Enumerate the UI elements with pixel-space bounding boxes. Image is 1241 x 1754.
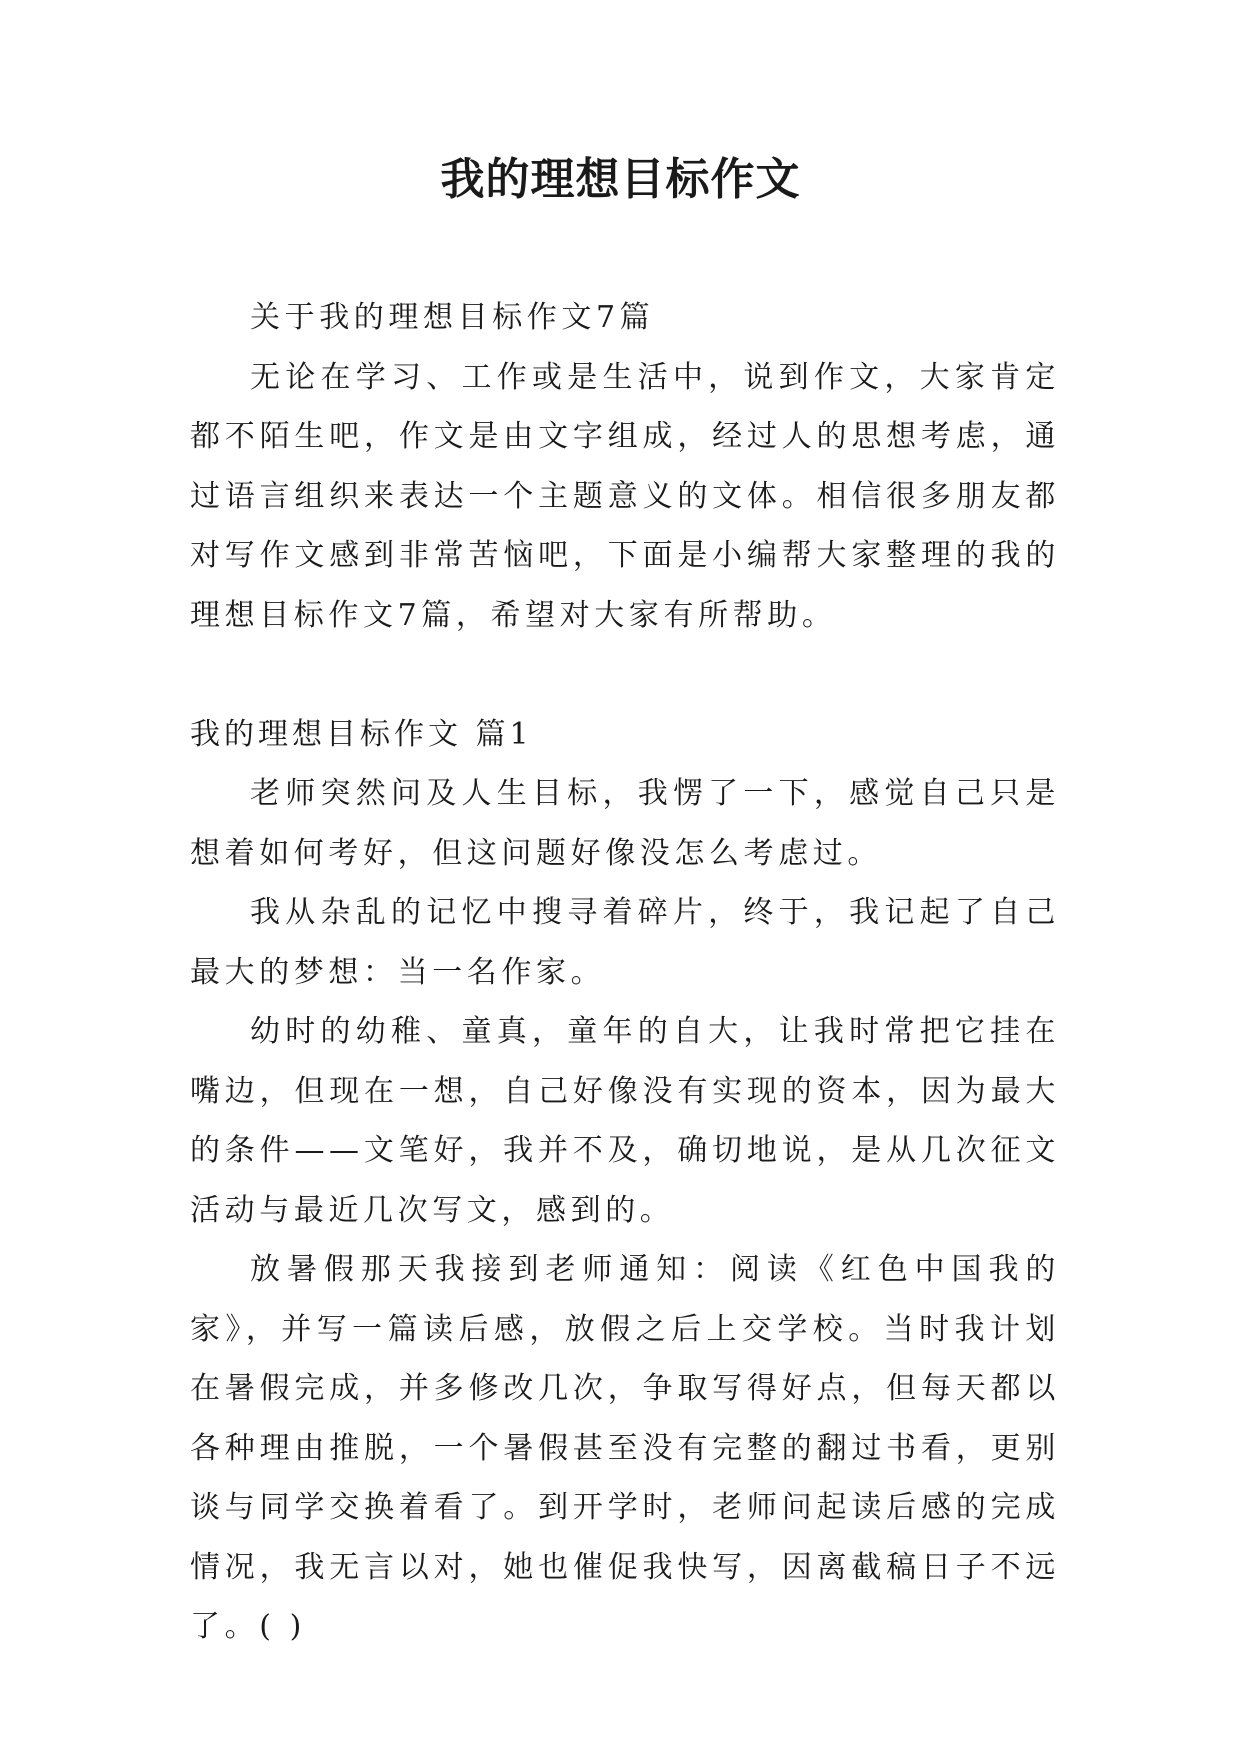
- section-paragraph: 幼时的幼稚、童真，童年的自大，让我时常把它挂在嘴边，但现在一想，自己好像没有实现的资本，因为最大的条件——文笔好，我并不及，确切地说，是从几次征文活动与最近几次写文，感到的。: [190, 1014, 1060, 1228]
- section-heading: 我的理想目标作文 篇1: [190, 716, 533, 752]
- intro-paragraph: 无论在学习、工作或是生活中，说到作文，大家肯定都不陌生吧，作文是由文字组成，经过人的思想考虑，通过语言组织来表达一个主题意义的文体。相信很多朋友都对写作文感到非常苦恼吧，下面是小编帮大家整理的我的理想目标作文7篇，希望对大家有所帮助。: [190, 359, 1060, 633]
- section-paragraph: 老师突然问及人生目标，我愣了一下，感觉自己只是想着如何考好，但这问题好像没怎么考虑过。: [190, 776, 1060, 871]
- document-body: [190, 288, 1060, 1657]
- section-paragraph: 放暑假那天我接到老师通知：阅读《红色中国我的家》，并写一篇读后感，放假之后上交学校。当时我计划在暑假完成，并多修改几次，争取写得好点，但每天都以各种理由推脱，一个暑假甚至没有完整的翻过书看，更别谈与同学交换着看了。到开学时，老师问起读后感的完成情况，我无言以对，她也催促我快写，因离截稿日子不远了。( ): [190, 1252, 1060, 1644]
- intro-line: 关于我的理想目标作文7篇: [250, 300, 655, 335]
- section-paragraph: 我从杂乱的记忆中搜寻着碎片，终于，我记起了自己最大的梦想：当一名作家。: [190, 895, 1060, 990]
- document-title: 我的理想目标作文: [440, 154, 801, 205]
- paragraph-spacer: [190, 645, 1060, 705]
